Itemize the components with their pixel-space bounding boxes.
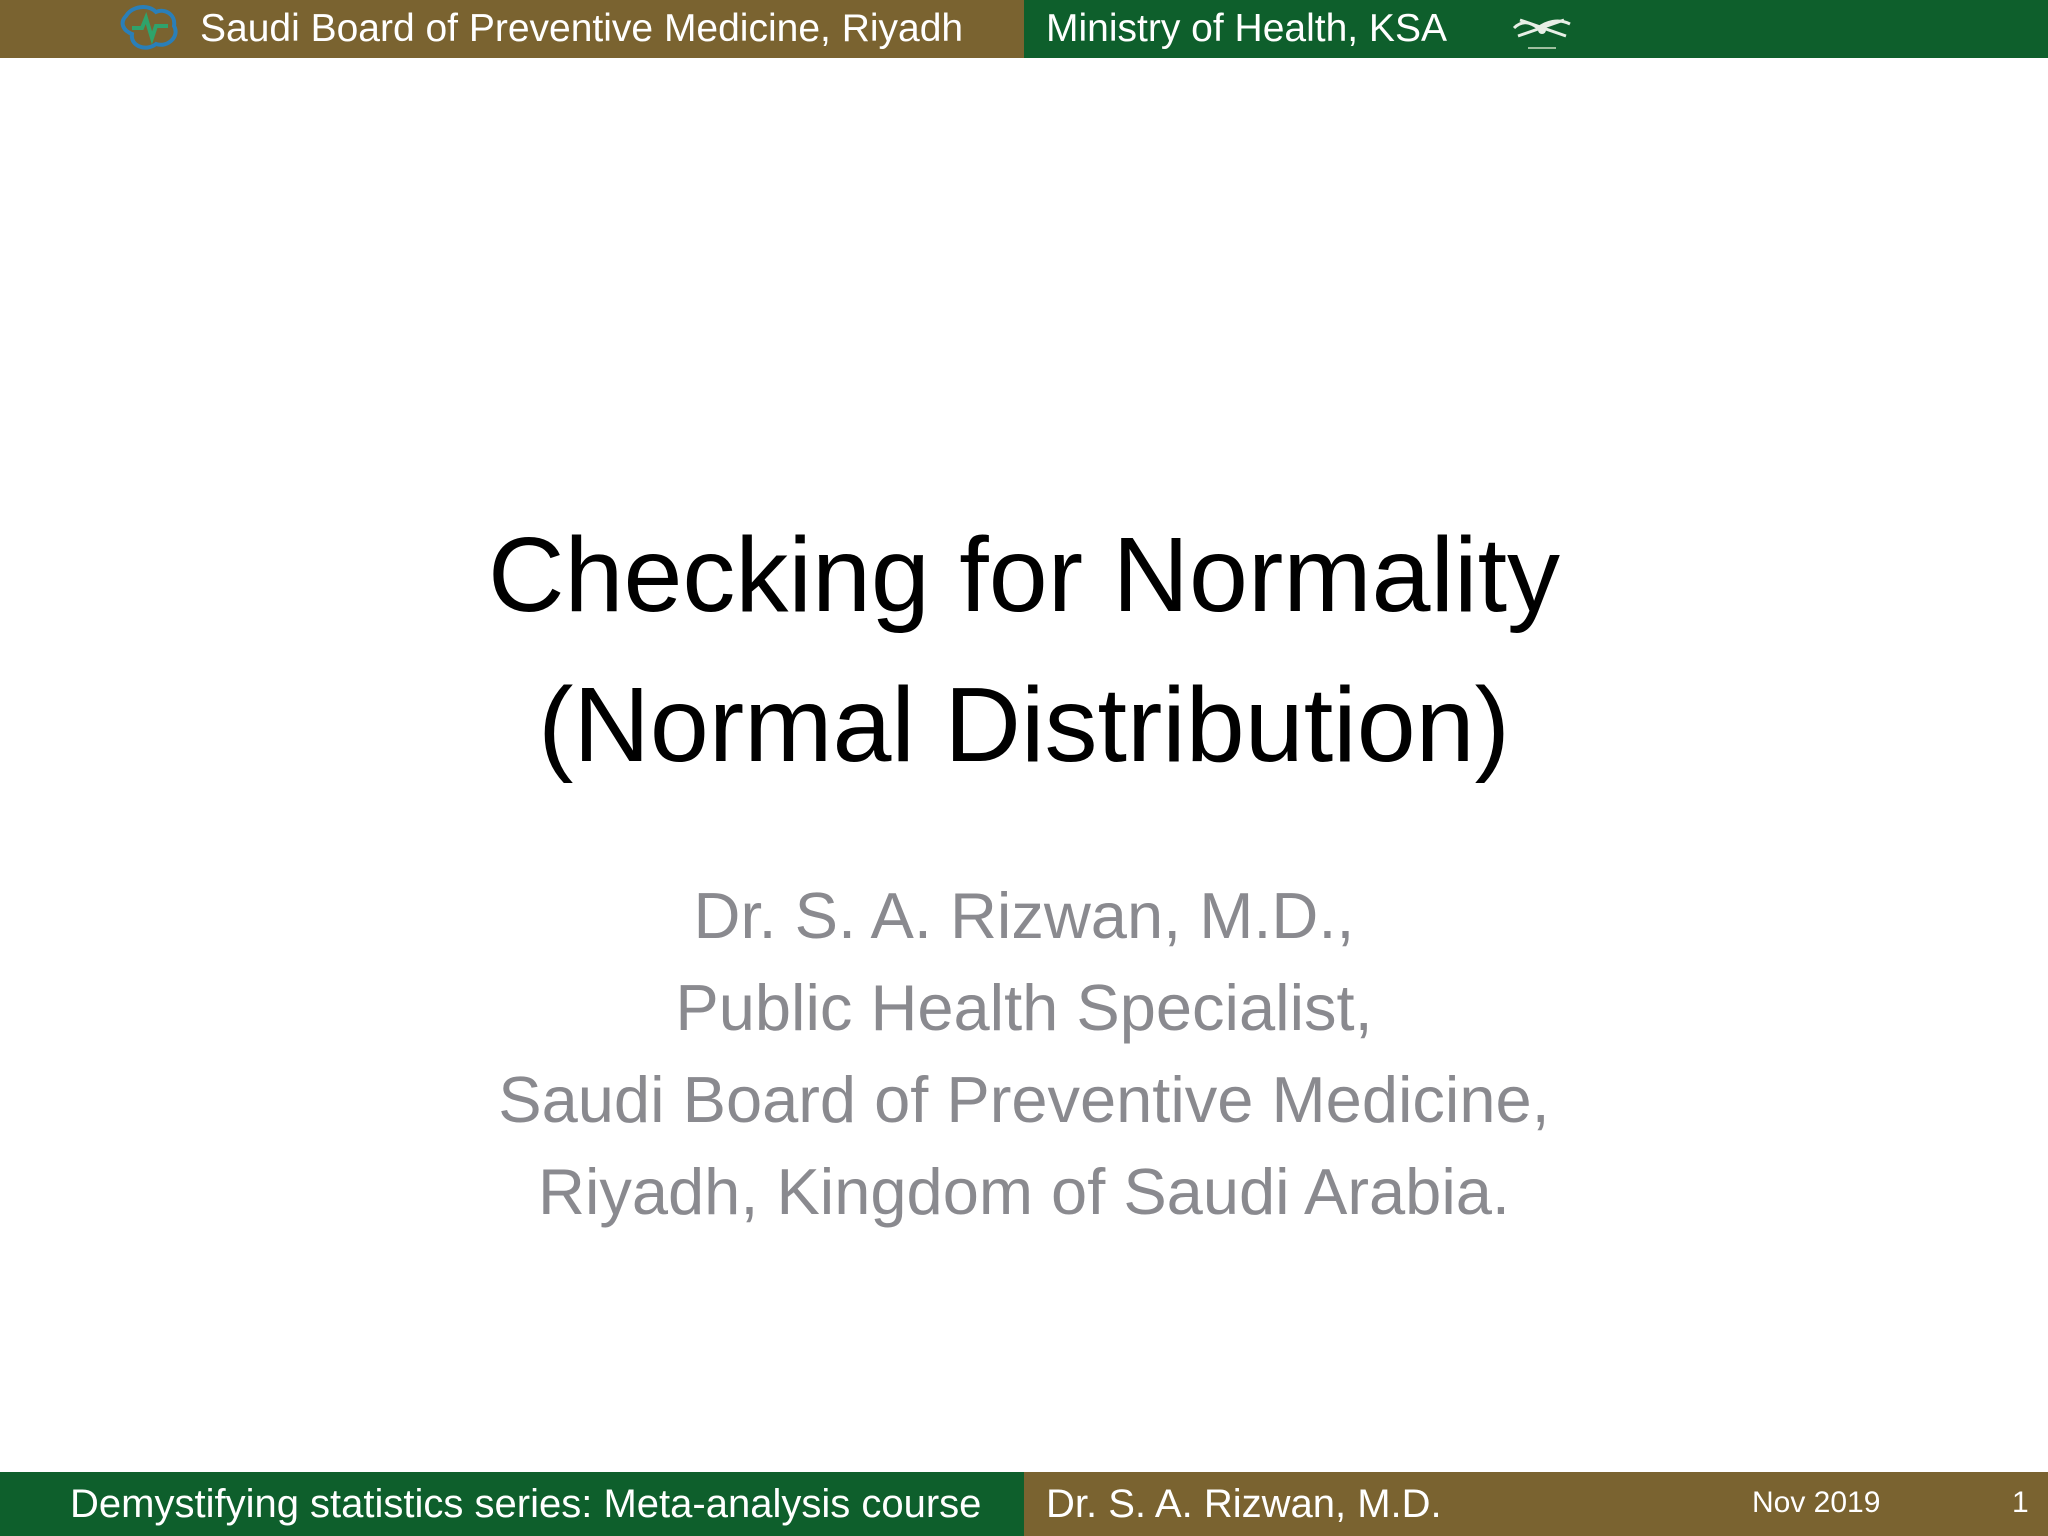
footer-bar: [0, 1472, 2048, 1536]
footer-author-text: Dr. S. A. Rizwan, M.D.: [1046, 1482, 1442, 1526]
footer-right-panel: [1024, 1472, 2048, 1536]
author-line-2: Public Health Specialist,: [675, 971, 1373, 1044]
author-block: [0, 870, 2048, 1238]
saudi-board-logo-icon: [118, 2, 184, 54]
header-left-text: Saudi Board of Preventive Medicine, Riyadh: [200, 7, 964, 50]
footer-date: Nov 2019: [1752, 1486, 1881, 1519]
slide-title-line-1: Checking for Normality: [487, 516, 1561, 634]
slide-title-line-2: (Normal Distribution): [538, 666, 1510, 784]
header-left-panel: [0, 0, 1024, 58]
footer-course-text: Demystifying statistics series: Meta-analysis course: [70, 1482, 982, 1526]
ministry-emblem-icon: [1508, 8, 1576, 54]
slide-title: [0, 500, 2048, 800]
slide-number: 1: [2012, 1486, 2029, 1519]
footer-left-panel: [0, 1472, 1024, 1536]
author-line-4: Riyadh, Kingdom of Saudi Arabia.: [538, 1155, 1510, 1228]
header-right-text: Ministry of Health, KSA: [1046, 7, 1447, 50]
author-line-3: Saudi Board of Preventive Medicine,: [498, 1063, 1550, 1136]
author-line-1: Dr. S. A. Rizwan, M.D.,: [693, 879, 1355, 952]
header-bar: [0, 0, 2048, 58]
